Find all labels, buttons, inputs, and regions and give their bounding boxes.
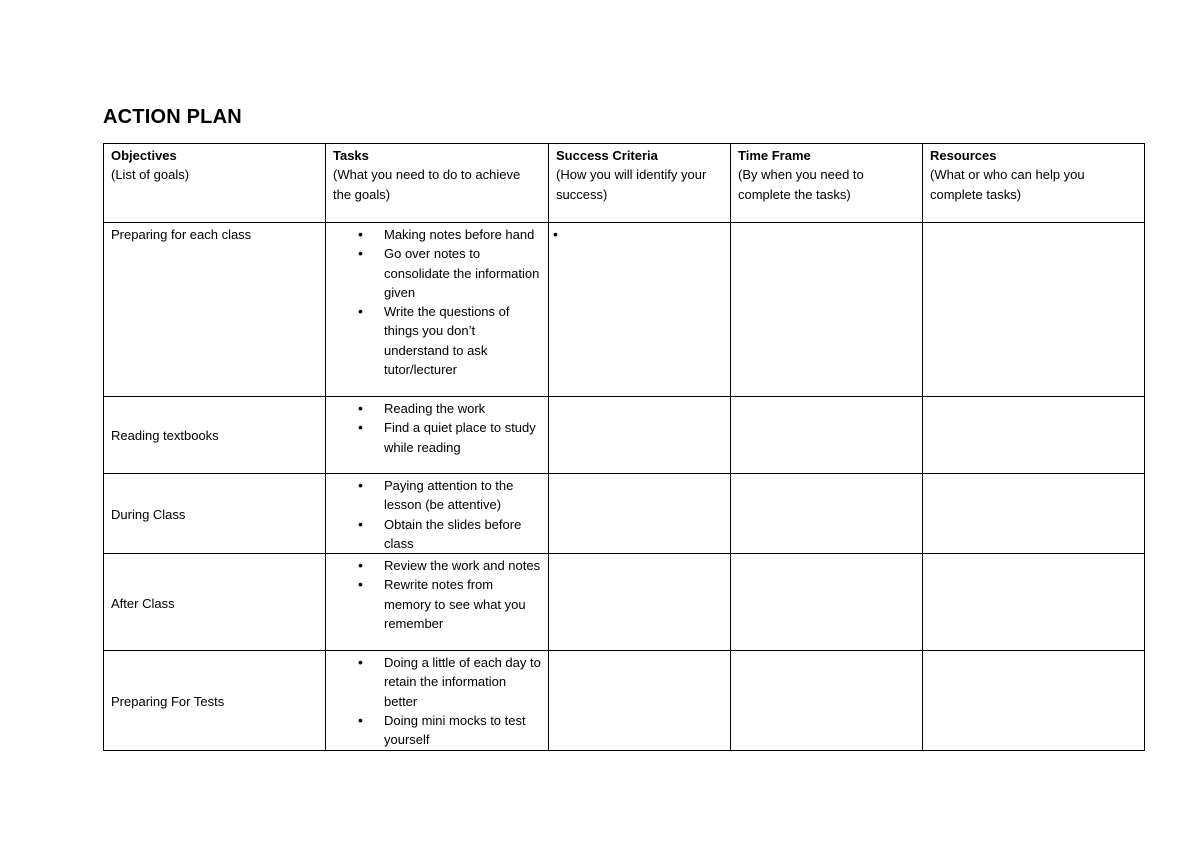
task-item: • Doing a little of each day to retain the information better xyxy=(384,653,541,711)
header-subtitle: (By when you need to complete the tasks) xyxy=(738,167,864,202)
header-title: Objectives xyxy=(111,148,177,163)
objective-cell: During Class xyxy=(104,474,326,554)
header-time-frame xyxy=(731,144,923,223)
task-list xyxy=(333,653,541,749)
task-item: • Review the work and notes xyxy=(384,556,541,575)
time-frame-cell xyxy=(731,223,923,397)
header-title: Tasks xyxy=(333,148,369,163)
success-criteria-cell xyxy=(549,474,731,554)
resources-cell xyxy=(923,223,1145,397)
header-success-criteria xyxy=(549,144,731,223)
header-title: Resources xyxy=(930,148,997,163)
header-subtitle: (What or who can help you complete tasks) xyxy=(930,167,1085,202)
task-list xyxy=(333,556,541,633)
empty-bullet-item xyxy=(579,225,723,244)
tasks-cell xyxy=(326,651,549,750)
objective-cell: Preparing For Tests xyxy=(104,651,326,750)
header-title: Time Frame xyxy=(738,148,811,163)
table-row xyxy=(104,474,1145,554)
task-item: • Go over notes to consolidate the information given xyxy=(384,244,541,302)
resources-cell xyxy=(923,397,1145,474)
table-row xyxy=(104,651,1145,750)
task-item: • Write the questions of things you don’t understand to ask tutor/lecturer xyxy=(384,302,541,379)
task-item: • Obtain the slides before class xyxy=(384,515,541,554)
header-tasks xyxy=(326,144,549,223)
header-row xyxy=(104,144,1145,223)
task-item: • Find a quiet place to study while reading xyxy=(384,418,541,457)
header-subtitle: (List of goals) xyxy=(111,167,190,183)
time-frame-cell xyxy=(731,651,923,750)
objective-cell: Reading textbooks xyxy=(104,397,326,474)
time-frame-cell xyxy=(731,397,923,474)
success-criteria-cell xyxy=(549,651,731,750)
page-title: ACTION PLAN xyxy=(103,106,242,128)
table-row xyxy=(104,223,1145,397)
objective-cell: Preparing for each class xyxy=(104,223,326,397)
header-title: Success Criteria xyxy=(556,148,658,163)
tasks-cell xyxy=(326,554,549,651)
header-resources xyxy=(923,144,1145,223)
task-item: • Rewrite notes from memory to see what you remember xyxy=(384,575,541,633)
task-item: • Making notes before hand xyxy=(384,225,541,244)
table-row xyxy=(104,554,1145,651)
task-list xyxy=(333,476,541,553)
time-frame-cell xyxy=(731,474,923,554)
task-item: • Paying attention to the lesson (be attentive) xyxy=(384,476,541,515)
table-row xyxy=(104,397,1145,474)
success-criteria-cell xyxy=(549,554,731,651)
task-list xyxy=(333,225,541,379)
tasks-cell xyxy=(326,474,549,554)
task-item: • Doing mini mocks to test yourself xyxy=(384,711,541,750)
tasks-cell xyxy=(326,397,549,474)
time-frame-cell xyxy=(731,554,923,651)
objective-cell: After Class xyxy=(104,554,326,651)
task-list xyxy=(333,399,541,457)
resources-cell xyxy=(923,554,1145,651)
resources-cell xyxy=(923,474,1145,554)
header-subtitle: (How you will identify your success) xyxy=(556,167,707,202)
header-objectives xyxy=(104,144,326,223)
success-criteria-cell xyxy=(549,223,731,397)
tasks-cell xyxy=(326,223,549,397)
action-plan-table xyxy=(103,143,1145,751)
resources-cell xyxy=(923,651,1145,750)
success-criteria-cell xyxy=(549,397,731,474)
header-subtitle: (What you need to do to achieve the goals) xyxy=(333,167,521,202)
success-criteria-list xyxy=(556,225,723,244)
task-item: • Reading the work xyxy=(384,399,541,418)
